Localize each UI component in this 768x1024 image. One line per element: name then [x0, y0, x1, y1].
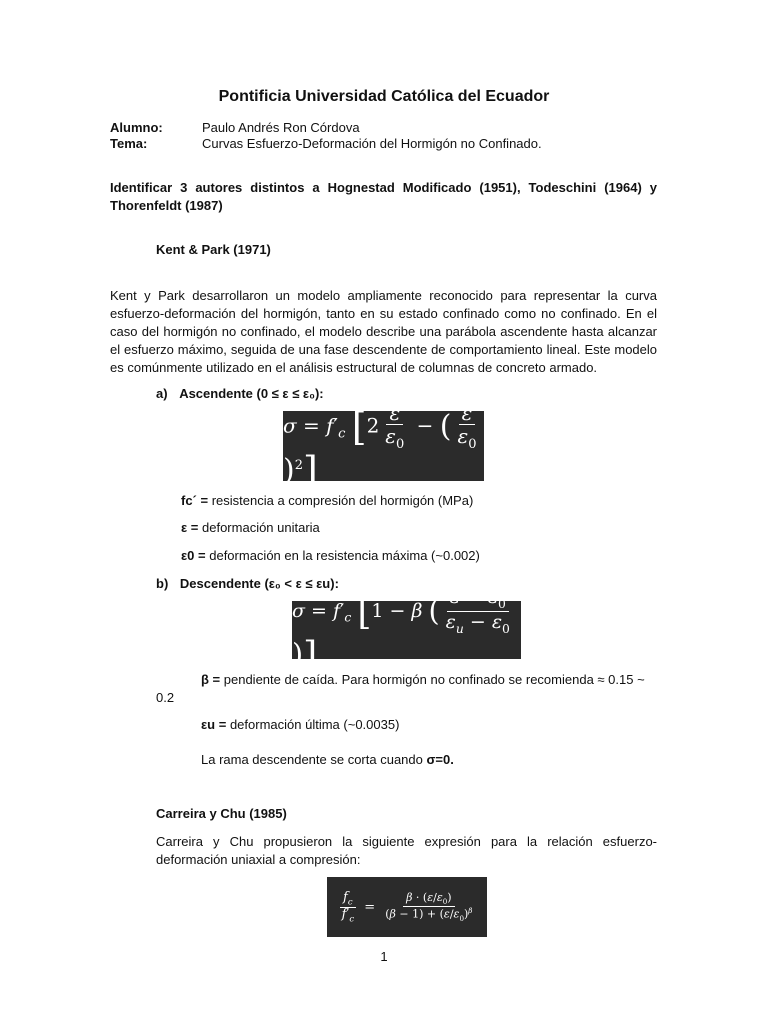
cut-note-bold: σ=0.	[426, 752, 454, 767]
def-eps0-text: deformación en la resistencia máxima (~0.002)	[209, 548, 480, 563]
topic-key: Tema:	[110, 136, 148, 151]
equation-carreira-chu: $\frac{f_c}{f'_c}$ = $\frac{\beta \cdot (\varepsilon/\varepsilon_0)}{(\beta - 1) + (\varepsilon/\varepsilon_0)^\beta}$	[327, 877, 487, 937]
item-a-text: Ascendente (0 ≤ ε ≤ ε₀):	[179, 386, 324, 401]
item-b-text: Descendente (ε₀ < ε ≤ εu):	[179, 576, 339, 591]
student-value: Paulo Andrés Ron Córdova	[202, 120, 360, 135]
def-eu-text: deformación última (~0.0035)	[229, 717, 400, 732]
item-a	[156, 385, 324, 403]
def-beta-continuation: 0.2	[156, 690, 175, 705]
item-b-label: b)	[156, 576, 169, 591]
document-title: Pontificia Universidad Católica del Ecuador	[218, 88, 550, 105]
kent-park-paragraph: Kent y Park desarrollaron un modelo ampliamente reconocido para representar la curva esfuerzo-deformación del hormigón, tanto en su estado confinado como no confinado. En el caso del hormigón no confinado, el modelo describe una parábola ascendente hasta alcanzar el esfuerzo máximo, seguida de una fase descendente de comportamiento lineal. Este modelo es comúnmente utilizado en el análisis estructural de columnas de concreto armado.	[110, 288, 657, 375]
def-eu	[201, 716, 399, 734]
def-fc	[181, 492, 473, 510]
cut-note-text: La rama descendente se corta cuando	[201, 752, 423, 767]
def-eps-text: deformación unitaria	[202, 520, 320, 535]
cut-note	[201, 751, 454, 769]
def-beta-text: pendiente de caída. Para hormigón no confinado se recomienda ≈ 0.15 ~	[223, 672, 645, 687]
def-eu-term: εu =	[201, 717, 227, 732]
def-eps-term: ε =	[181, 520, 199, 535]
student-key: Alumno:	[110, 120, 163, 135]
carreira-paragraph: Carreira y Chu propusieron la siguiente expresión para la relación esfuerzo-deformación uniaxial a compresión:	[156, 834, 657, 867]
task-statement: Identificar 3 autores distintos a Hognestad Modificado (1951), Todeschini (1964) y Thorenfeldt (1987)	[110, 180, 657, 213]
def-eps0-term: ε0 =	[181, 548, 206, 563]
topic-value: Curvas Esfuerzo-Deformación del Hormigón no Confinado.	[202, 136, 542, 151]
equation-ascending: $\sigma = f'_c$ [2 $\frac{\varepsilon}{\varepsilon_0}$ − ( $\frac{\varepsilon}{\varepsilon_0}$ )$^2$]	[283, 411, 484, 481]
def-beta-term: β =	[201, 672, 221, 687]
def-eps	[181, 519, 320, 537]
def-fc-term: fc´ =	[181, 493, 209, 508]
equation-descending: $\sigma = f'_c$ [1 − β ( $\frac{\varepsilon - \varepsilon_0}{\varepsilon_u - \varepsilon_0}$ )]	[292, 601, 521, 659]
kent-park-heading: Kent & Park (1971)	[156, 242, 271, 257]
def-fc-text: resistencia a compresión del hormigón (MPa)	[211, 493, 474, 508]
carreira-heading: Carreira y Chu (1985)	[156, 806, 287, 821]
def-eps0	[181, 547, 480, 565]
topic-row	[110, 135, 542, 153]
def-beta	[201, 671, 657, 689]
item-a-label: a)	[156, 386, 168, 401]
page-number: 1	[380, 949, 388, 964]
